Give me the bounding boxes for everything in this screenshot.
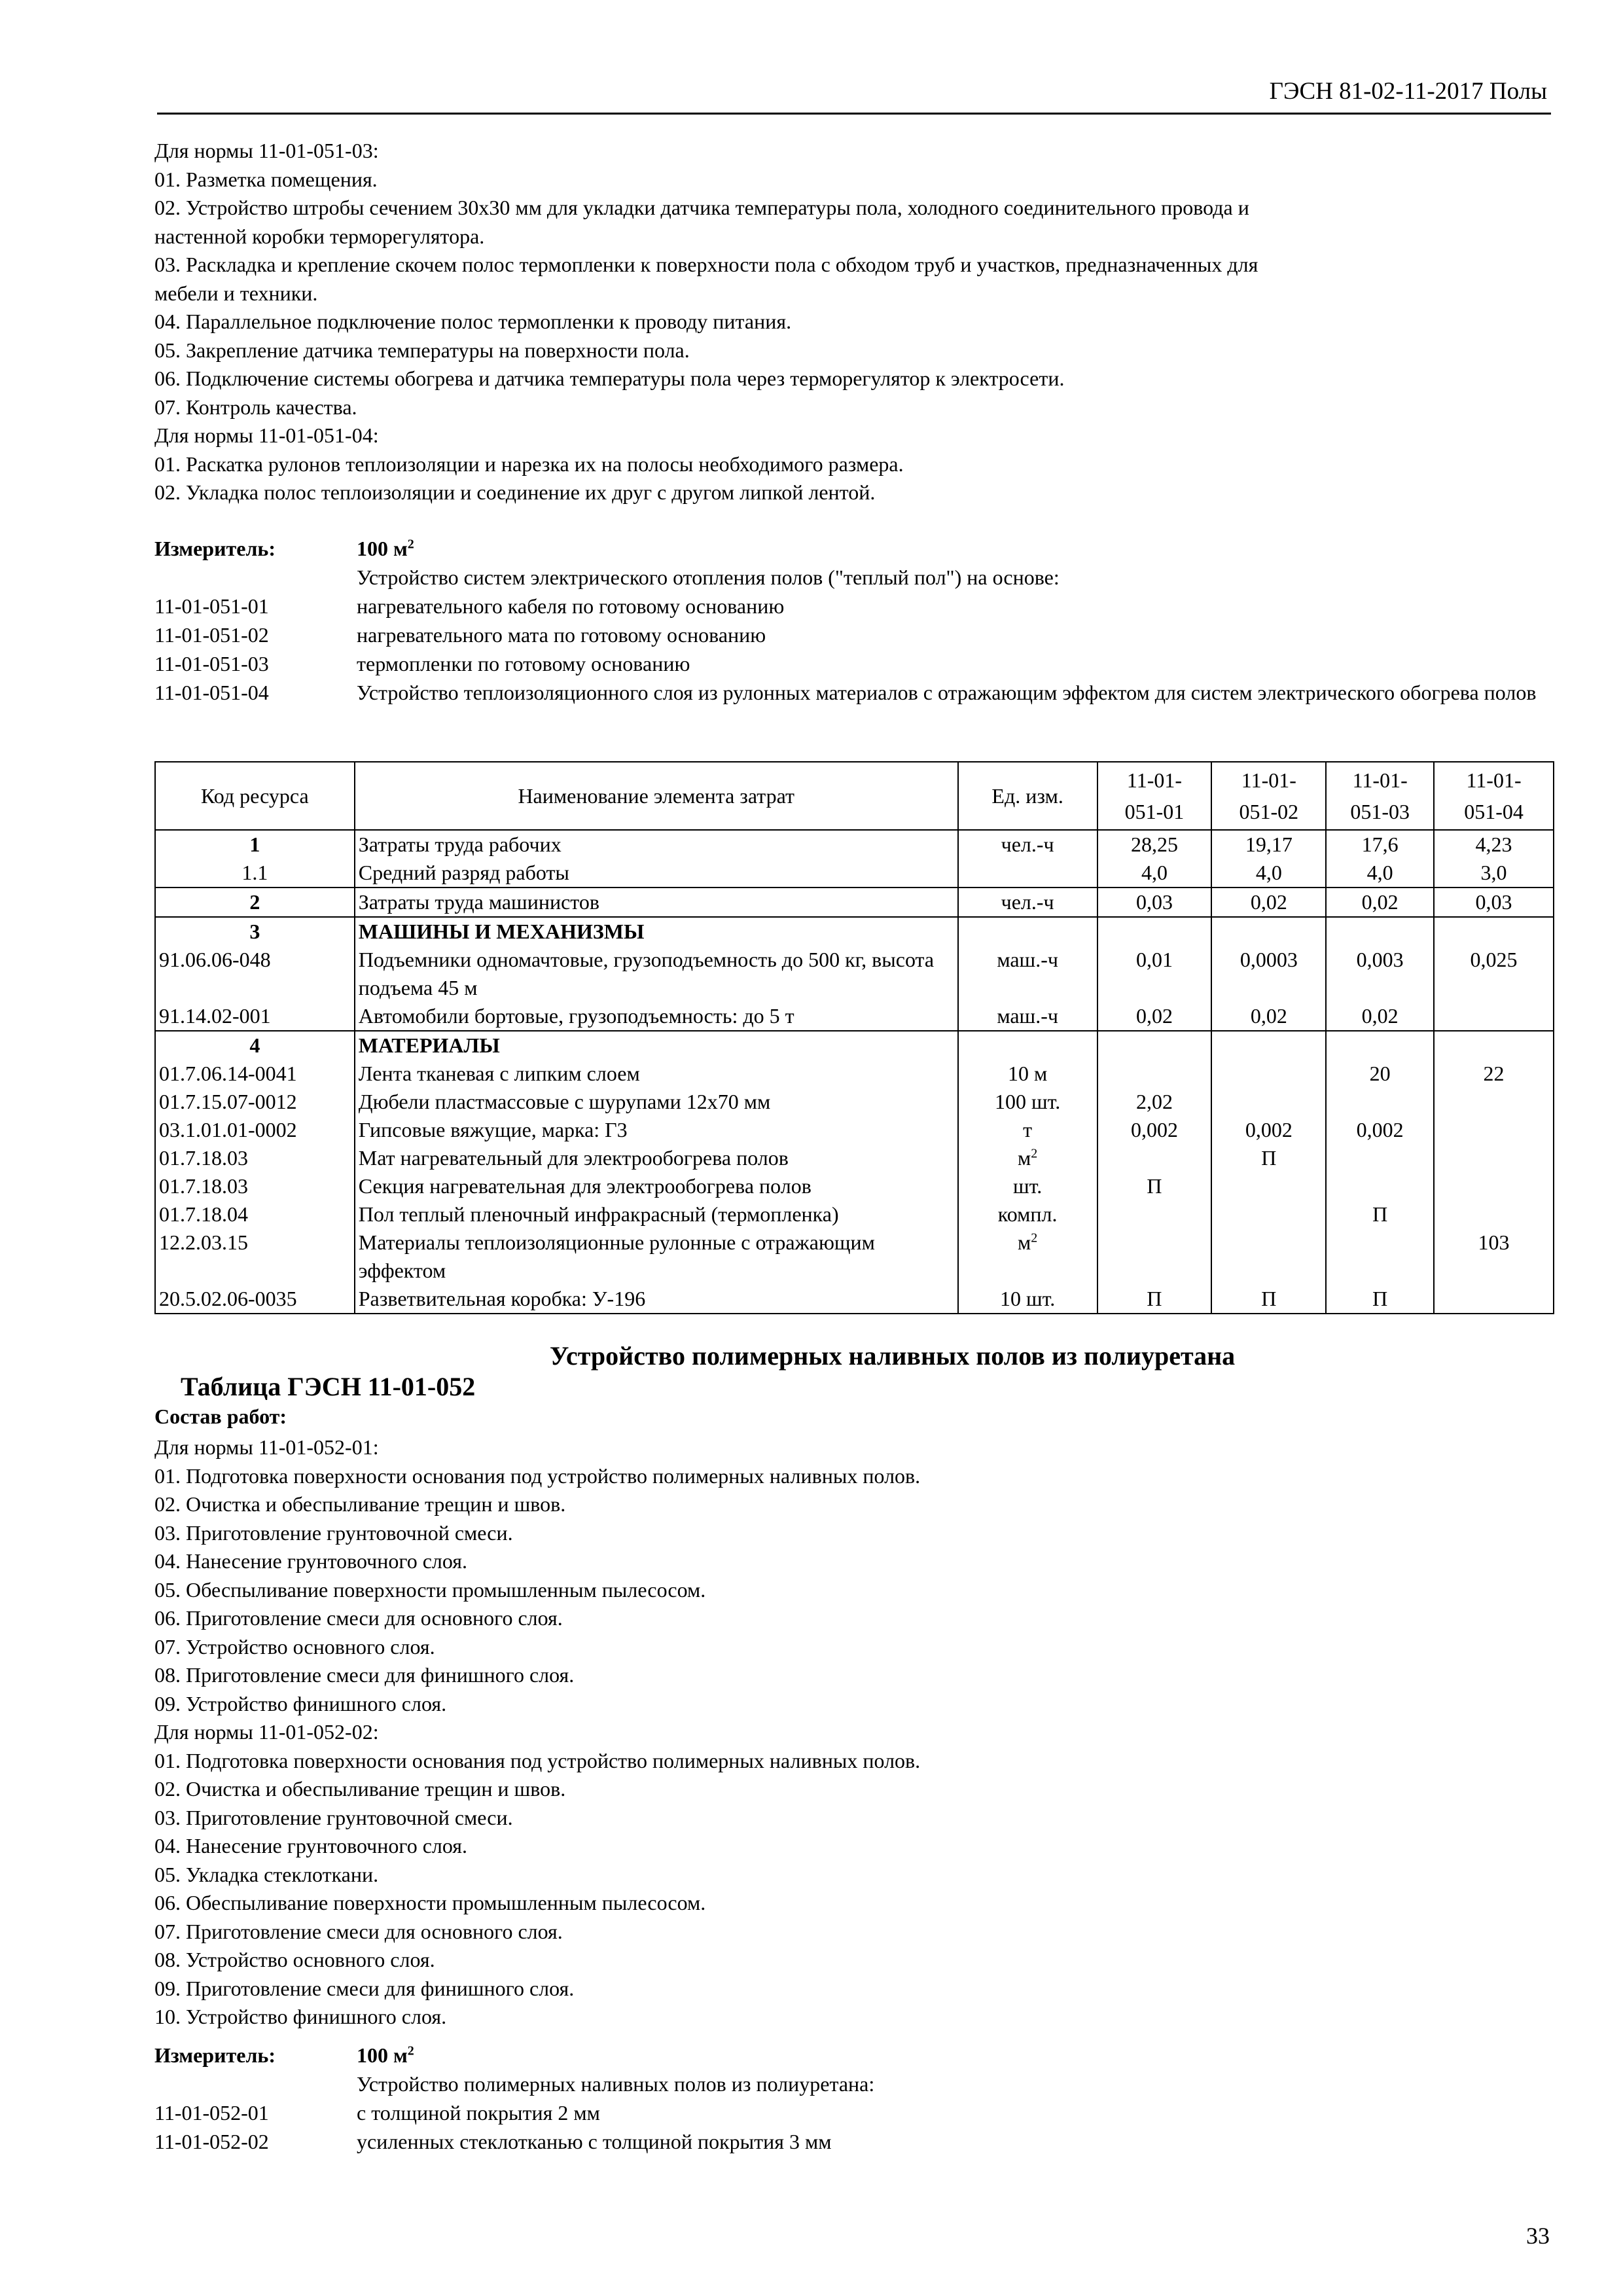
header-cell: Код ресурса bbox=[155, 762, 355, 830]
text-line: настенной коробки терморегулятора. bbox=[154, 224, 485, 248]
resource-code: 4 bbox=[155, 1031, 355, 1060]
resource-unit: $м^2$ bbox=[958, 1144, 1097, 1172]
text-line: 09. Устройство финишного слоя. bbox=[154, 1691, 447, 1715]
table-row bbox=[155, 1031, 1554, 1060]
resource-code: 01.7.15.07-0012 bbox=[155, 1088, 355, 1116]
meter-unit-row bbox=[154, 2041, 1555, 2070]
value-cell: 0,002 bbox=[1097, 1116, 1212, 1144]
resource-unit: маш.-ч bbox=[958, 1002, 1097, 1031]
text-line: 08. Приготовление смеси для финишного слоя. bbox=[154, 1663, 575, 1687]
value-cell: 17,6 bbox=[1326, 830, 1434, 859]
text-line: 07. Устройство основного слоя. bbox=[154, 1634, 435, 1659]
value-cell bbox=[1434, 1285, 1554, 1314]
header-cell: 11-01- 051-01 bbox=[1097, 762, 1212, 830]
norm-row bbox=[154, 678, 1555, 707]
resource-code: 2 bbox=[155, 888, 355, 917]
text-line: 02. Укладка полос теплоизоляции и соединение их друг с другом липкой лентой. bbox=[154, 480, 876, 504]
resource-code: 20.5.02.06-0035 bbox=[155, 1285, 355, 1314]
value-cell bbox=[1326, 1088, 1434, 1116]
meter-intro-row bbox=[154, 2070, 1555, 2098]
resource-name: Мат нагревательный для электрообогрева полов bbox=[355, 1144, 958, 1172]
value-cell: 28,25 bbox=[1097, 830, 1212, 859]
text-line: 03. Приготовление грунтовочной смеси. bbox=[154, 1520, 513, 1545]
table-heading: Устройство полимерных наливных полов из полиуретана bbox=[550, 1341, 1236, 1371]
table-row bbox=[155, 830, 1554, 859]
value-cell: П bbox=[1211, 1144, 1326, 1172]
resource-table bbox=[154, 761, 1554, 1314]
norm-text: нагревательного мата по готовому основанию bbox=[357, 623, 766, 647]
value-cell: П bbox=[1326, 1285, 1434, 1314]
value-cell bbox=[1326, 1031, 1434, 1060]
resource-name: Дюбели пластмассовые с шурупами 12х70 мм bbox=[355, 1088, 958, 1116]
text-line: 01. Раскатка рулонов теплоизоляции и нарезка их на полосы необходимого размера. bbox=[154, 452, 904, 476]
value-cell bbox=[1211, 1200, 1326, 1229]
value-cell bbox=[1097, 917, 1212, 946]
value-cell: 3,0 bbox=[1434, 859, 1554, 888]
text-line: Для нормы 11-01-052-01: bbox=[154, 1435, 379, 1459]
value-cell: 4,0 bbox=[1097, 859, 1212, 888]
meter-block-051 bbox=[154, 534, 1555, 707]
value-cell bbox=[1434, 1002, 1554, 1031]
value-cell bbox=[1326, 1144, 1434, 1172]
norm-code: 11-01-052-02 bbox=[154, 2130, 269, 2153]
value-cell: 20 bbox=[1326, 1060, 1434, 1088]
resource-unit: компл. bbox=[958, 1200, 1097, 1229]
text-line: 08. Устройство основного слоя. bbox=[154, 1948, 435, 1971]
resource-code: 01.7.18.03 bbox=[155, 1172, 355, 1200]
resource-name: Секция нагревательная для электрообогрева полов bbox=[355, 1172, 958, 1200]
text-line: 02. Устройство штробы сечением 30х30 мм для укладки датчика температуры пола, холодного соединительного провода и bbox=[154, 196, 1249, 219]
norm-text: нагревательного кабеля по готовому основанию bbox=[357, 594, 785, 618]
running-title: ГЭСН 81-02-11-2017 Полы bbox=[1269, 78, 1547, 105]
value-cell bbox=[1211, 1060, 1326, 1088]
value-cell: 2,02 bbox=[1097, 1088, 1212, 1116]
table-row bbox=[155, 917, 1554, 946]
resource-name: Затраты труда машинистов bbox=[355, 888, 958, 917]
value-cell: 0,02 bbox=[1326, 888, 1434, 917]
text-line: 07. Приготовление смеси для основного слоя. bbox=[154, 1919, 563, 1943]
norm-row bbox=[154, 2098, 1555, 2127]
page-number: 33 bbox=[1526, 2223, 1550, 2249]
value-cell: 4,0 bbox=[1211, 859, 1326, 888]
value-cell bbox=[1097, 1200, 1212, 1229]
header-cell: Наименование элемента затрат bbox=[355, 762, 958, 830]
running-header bbox=[157, 73, 1551, 115]
resource-code: 91.14.02-001 bbox=[155, 1002, 355, 1031]
value-cell: 0,02 bbox=[1326, 1002, 1434, 1031]
value-cell bbox=[1434, 1200, 1554, 1229]
value-cell: П bbox=[1326, 1200, 1434, 1229]
resource-unit: чел.-ч bbox=[958, 888, 1097, 917]
section-heading: МАШИНЫ И МЕХАНИЗМЫ bbox=[355, 917, 958, 946]
value-cell bbox=[1434, 1088, 1554, 1116]
value-cell: 0,002 bbox=[1326, 1116, 1434, 1144]
text-line: 01. Подготовка поверхности основания под устройство полимерных наливных полов. bbox=[154, 1463, 921, 1488]
text-line: 01. Подготовка поверхности основания под устройство полимерных наливных полов. bbox=[154, 1748, 921, 1772]
text-line: 02. Очистка и обеспыливание трещин и швов. bbox=[154, 1777, 566, 1801]
value-cell bbox=[1097, 1060, 1212, 1088]
resource-unit: 10 м bbox=[958, 1060, 1097, 1088]
table-row bbox=[155, 1002, 1554, 1031]
text-line: 06. Приготовление смеси для основного слоя. bbox=[154, 1606, 563, 1630]
resource-unit bbox=[958, 859, 1097, 888]
header-cell: 11-01- 051-04 bbox=[1434, 762, 1554, 830]
table-row bbox=[155, 1200, 1554, 1229]
value-cell bbox=[1211, 1031, 1326, 1060]
table-number: Таблица ГЭСН 11-01-052 bbox=[181, 1372, 476, 1401]
resource-unit: маш.-ч bbox=[958, 946, 1097, 1002]
resource-unit: т bbox=[958, 1116, 1097, 1144]
norm-text: усиленных стеклотканью с толщиной покрытия 3 мм bbox=[357, 2130, 832, 2153]
meter-intro-row bbox=[154, 563, 1555, 592]
resource-code: 1 bbox=[155, 830, 355, 859]
norm-text: с толщиной покрытия 2 мм bbox=[357, 2101, 600, 2125]
value-cell: 0,03 bbox=[1097, 888, 1212, 917]
text-line: Для нормы 11-01-052-02: bbox=[154, 1720, 379, 1744]
table-row bbox=[155, 1285, 1554, 1314]
text-line: Для нормы 11-01-051-03: bbox=[154, 139, 379, 162]
section-heading: МАТЕРИАЛЫ bbox=[355, 1031, 958, 1060]
resource-code: 03.1.01.01-0002 bbox=[155, 1116, 355, 1144]
text-line: мебели и техники. bbox=[154, 281, 318, 305]
resource-code: 1.1 bbox=[155, 859, 355, 888]
value-cell bbox=[1434, 1144, 1554, 1172]
norm-code: 11-01-051-01 bbox=[154, 594, 269, 618]
value-cell: П bbox=[1211, 1285, 1326, 1314]
resource-name: Средний разряд работы bbox=[355, 859, 958, 888]
value-cell bbox=[1434, 917, 1554, 946]
value-cell bbox=[1326, 1229, 1434, 1285]
value-cell: 0,0003 bbox=[1211, 946, 1326, 1002]
resource-code: 01.7.18.04 bbox=[155, 1200, 355, 1229]
norm-code: 11-01-051-04 bbox=[154, 681, 269, 704]
text-line: 07. Контроль качества. bbox=[154, 395, 357, 419]
text-line: 02. Очистка и обеспыливание трещин и швов. bbox=[154, 1492, 566, 1516]
text-line: 01. Разметка помещения. bbox=[154, 167, 378, 191]
norm-row bbox=[154, 592, 1555, 620]
value-cell: 4,0 bbox=[1326, 859, 1434, 888]
value-cell bbox=[1434, 1031, 1554, 1060]
value-cell bbox=[1211, 1172, 1326, 1200]
text-line: 05. Укладка стеклоткани. bbox=[154, 1862, 379, 1886]
text-line: 05. Обеспыливание поверхности промышленным пылесосом. bbox=[154, 1577, 706, 1602]
text-line: 04. Нанесение грунтовочного слоя. bbox=[154, 1834, 467, 1857]
resource-code: 12.2.03.15 bbox=[155, 1229, 355, 1285]
resource-code: 91.06.06-048 bbox=[155, 946, 355, 1002]
table-row bbox=[155, 888, 1554, 917]
meter-unit: 100 $м^2$ bbox=[357, 537, 414, 560]
text-line: 09. Приготовление смеси для финишного слоя. bbox=[154, 1976, 575, 2000]
text-line: 06. Подключение системы обогрева и датчика температуры пола через терморегулятор к электросети. bbox=[154, 367, 1065, 390]
resource-unit: 10 шт. bbox=[958, 1285, 1097, 1314]
text-line: Для нормы 11-01-051-04: bbox=[154, 423, 379, 447]
value-cell bbox=[1211, 917, 1326, 946]
resource-name: Гипсовые вяжущие, марка: Г3 bbox=[355, 1116, 958, 1144]
value-cell bbox=[1211, 1229, 1326, 1285]
value-cell: 103 bbox=[1434, 1229, 1554, 1285]
meter-block-052 bbox=[154, 2041, 1555, 2156]
value-cell: 0,02 bbox=[1097, 1002, 1212, 1031]
value-cell: 0,02 bbox=[1211, 1002, 1326, 1031]
norm-code: 11-01-052-01 bbox=[154, 2101, 269, 2125]
resource-code: 3 bbox=[155, 917, 355, 946]
resource-name: Разветвительная коробка: У-196 bbox=[355, 1285, 958, 1314]
composition-label: Состав работ: bbox=[154, 1405, 287, 1428]
text-line: 05. Закрепление датчика температуры на поверхности пола. bbox=[154, 338, 690, 362]
table-row bbox=[155, 1116, 1554, 1144]
meter-unit-row bbox=[154, 534, 1555, 563]
meter-unit: 100 $м^2$ bbox=[357, 2043, 414, 2067]
text-line: 04. Нанесение грунтовочного слоя. bbox=[154, 1549, 467, 1573]
table-row bbox=[155, 1144, 1554, 1172]
value-cell bbox=[1326, 1172, 1434, 1200]
value-cell: 0,003 bbox=[1326, 946, 1434, 1002]
value-cell: П bbox=[1097, 1172, 1212, 1200]
value-cell bbox=[1434, 1172, 1554, 1200]
resource-unit: шт. bbox=[958, 1172, 1097, 1200]
table-row bbox=[155, 1172, 1554, 1200]
meter-intro: Устройство систем электрического отопления полов ("теплый пол") на основе: bbox=[357, 565, 1060, 589]
resource-code: 01.7.18.03 bbox=[155, 1144, 355, 1172]
resource-name: Материалы теплоизоляционные рулонные с отражающим эффектом bbox=[355, 1229, 958, 1285]
resource-name: Затраты труда рабочих bbox=[355, 830, 958, 859]
norm-text: термопленки по готовому основанию bbox=[357, 652, 690, 675]
table-row bbox=[155, 859, 1554, 888]
value-cell bbox=[1097, 1031, 1212, 1060]
text-line: 10. Устройство финишного слоя. bbox=[154, 2005, 447, 2028]
resource-name: Лента тканевая с липким слоем bbox=[355, 1060, 958, 1088]
value-cell bbox=[1097, 1229, 1212, 1285]
norm-row bbox=[154, 649, 1555, 678]
resource-unit bbox=[958, 917, 1097, 946]
resource-name: Подъемники одномачтовые, грузоподъемность до 500 кг, высота подъема 45 м bbox=[355, 946, 958, 1002]
header-cell: Ед. изм. bbox=[958, 762, 1097, 830]
text-line: 03. Раскладка и крепление скочем полос термопленки к поверхности пола с обходом труб и участков, предназначенных для bbox=[154, 253, 1258, 276]
table-row bbox=[155, 1088, 1554, 1116]
table-row bbox=[155, 1060, 1554, 1088]
text-line: 06. Обеспыливание поверхности промышленным пылесосом. bbox=[154, 1891, 706, 1914]
meter-label: Измеритель: bbox=[154, 537, 276, 560]
composition-052 bbox=[154, 1433, 1555, 2032]
resource-unit bbox=[958, 1031, 1097, 1060]
resource-name: Пол теплый пленочный инфракрасный (термопленка) bbox=[355, 1200, 958, 1229]
resource-unit: чел.-ч bbox=[958, 830, 1097, 859]
norm-row bbox=[154, 2127, 1555, 2156]
resource-unit: 100 шт. bbox=[958, 1088, 1097, 1116]
text-line: 04. Параллельное подключение полос термопленки к проводу питания. bbox=[154, 310, 792, 333]
header-cell: 11-01- 051-02 bbox=[1211, 762, 1326, 830]
value-cell bbox=[1326, 917, 1434, 946]
value-cell: 0,03 bbox=[1434, 888, 1554, 917]
norm-code: 11-01-051-03 bbox=[154, 652, 269, 675]
resource-unit: $м^2$ bbox=[958, 1229, 1097, 1285]
table-row bbox=[155, 946, 1554, 1002]
value-cell bbox=[1434, 1116, 1554, 1144]
value-cell: 0,025 bbox=[1434, 946, 1554, 1002]
value-cell: П bbox=[1097, 1285, 1212, 1314]
value-cell: 19,17 bbox=[1211, 830, 1326, 859]
norm-code: 11-01-051-02 bbox=[154, 623, 269, 647]
value-cell bbox=[1097, 1144, 1212, 1172]
header-cell: 11-01- 051-03 bbox=[1326, 762, 1434, 830]
value-cell: 0,002 bbox=[1211, 1116, 1326, 1144]
resource-name: Автомобили бортовые, грузоподъемность: до 5 т bbox=[355, 1002, 958, 1031]
value-cell bbox=[1211, 1088, 1326, 1116]
value-cell: 22 bbox=[1434, 1060, 1554, 1088]
resource-code: 01.7.06.14-0041 bbox=[155, 1060, 355, 1088]
table-header-row bbox=[155, 762, 1554, 830]
value-cell: 4,23 bbox=[1434, 830, 1554, 859]
value-cell: 0,01 bbox=[1097, 946, 1212, 1002]
meter-intro: Устройство полимерных наливных полов из полиуретана: bbox=[357, 2072, 875, 2096]
composition-top bbox=[154, 137, 1555, 507]
norm-row bbox=[154, 620, 1555, 649]
norm-text: Устройство теплоизоляционного слоя из рулонных материалов с отражающим эффектом для систем электрического обогрева полов bbox=[357, 681, 1537, 704]
text-line: 03. Приготовление грунтовочной смеси. bbox=[154, 1805, 513, 1829]
value-cell: 0,02 bbox=[1211, 888, 1326, 917]
table-row bbox=[155, 1229, 1554, 1285]
meter-label: Измеритель: bbox=[154, 2043, 276, 2067]
